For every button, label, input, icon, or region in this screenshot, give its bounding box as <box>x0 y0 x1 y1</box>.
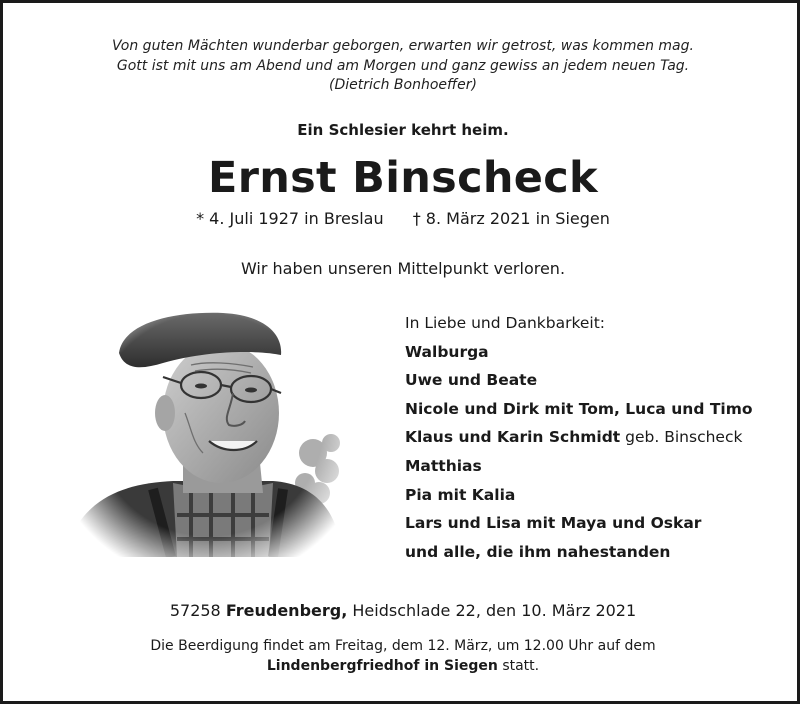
life-dates <box>3 209 800 228</box>
quote-line-2: Gott ist mit uns am Abend und am Morgen und ganz gewiss an jedem neuen Tag. <box>116 57 690 74</box>
quote-author: (Dietrich Bonhoeffer) <box>329 77 477 93</box>
birth-date: * 4. Juli 1927 in Breslau <box>196 209 384 228</box>
mourner-uwe-beate: Uwe und Beate <box>405 371 538 390</box>
mourner-others: und alle, die ihm nahestanden <box>405 542 671 561</box>
mourner-pia: Pia mit Kalia <box>405 485 516 504</box>
address-line <box>3 601 800 620</box>
portrait-photo <box>73 293 345 557</box>
mourners-intro: In Liebe und Dankbarkeit: <box>405 314 606 332</box>
funeral-line-2 <box>3 656 800 676</box>
quote-line-1: Von guten Mächten wunderbar geborgen, erwarten wir getrost, was kommen mag. <box>112 38 694 54</box>
mourners-list <box>405 309 753 566</box>
mourner-klaus-karin-row <box>405 423 753 452</box>
bonhoeffer-quote <box>3 37 800 96</box>
address-zip: 57258 <box>169 601 221 620</box>
mourner-walburga: Walburga <box>405 342 489 361</box>
mourner-matthias: Matthias <box>405 456 482 475</box>
address-street-date: Heidschlade 22, den 10. März 2021 <box>352 601 637 620</box>
deceased-name: Ernst Binscheck <box>208 153 598 203</box>
funeral-notice <box>3 636 800 676</box>
maiden-name: geb. Binscheck <box>625 428 743 447</box>
death-date: † 8. März 2021 in Siegen <box>412 209 610 228</box>
lost-line: Wir haben unseren Mittelpunkt verloren. <box>240 259 566 278</box>
headline: Ein Schlesier kehrt heim. <box>297 121 509 139</box>
mourner-klaus-karin: Klaus und Karin Schmidt <box>405 428 621 447</box>
mourner-nicole-dirk: Nicole und Dirk mit Tom, Luca und Timo <box>405 399 753 418</box>
address-city: Freudenberg, <box>225 601 348 620</box>
funeral-place: Lindenbergfriedhof in Siegen <box>266 658 498 674</box>
funeral-suffix: statt. <box>502 658 540 674</box>
funeral-line-1: Die Beerdigung findet am Freitag, dem 12. März, um 12.00 Uhr auf dem <box>150 638 656 654</box>
mourner-lars-lisa: Lars und Lisa mit Maya und Oskar <box>405 514 702 533</box>
